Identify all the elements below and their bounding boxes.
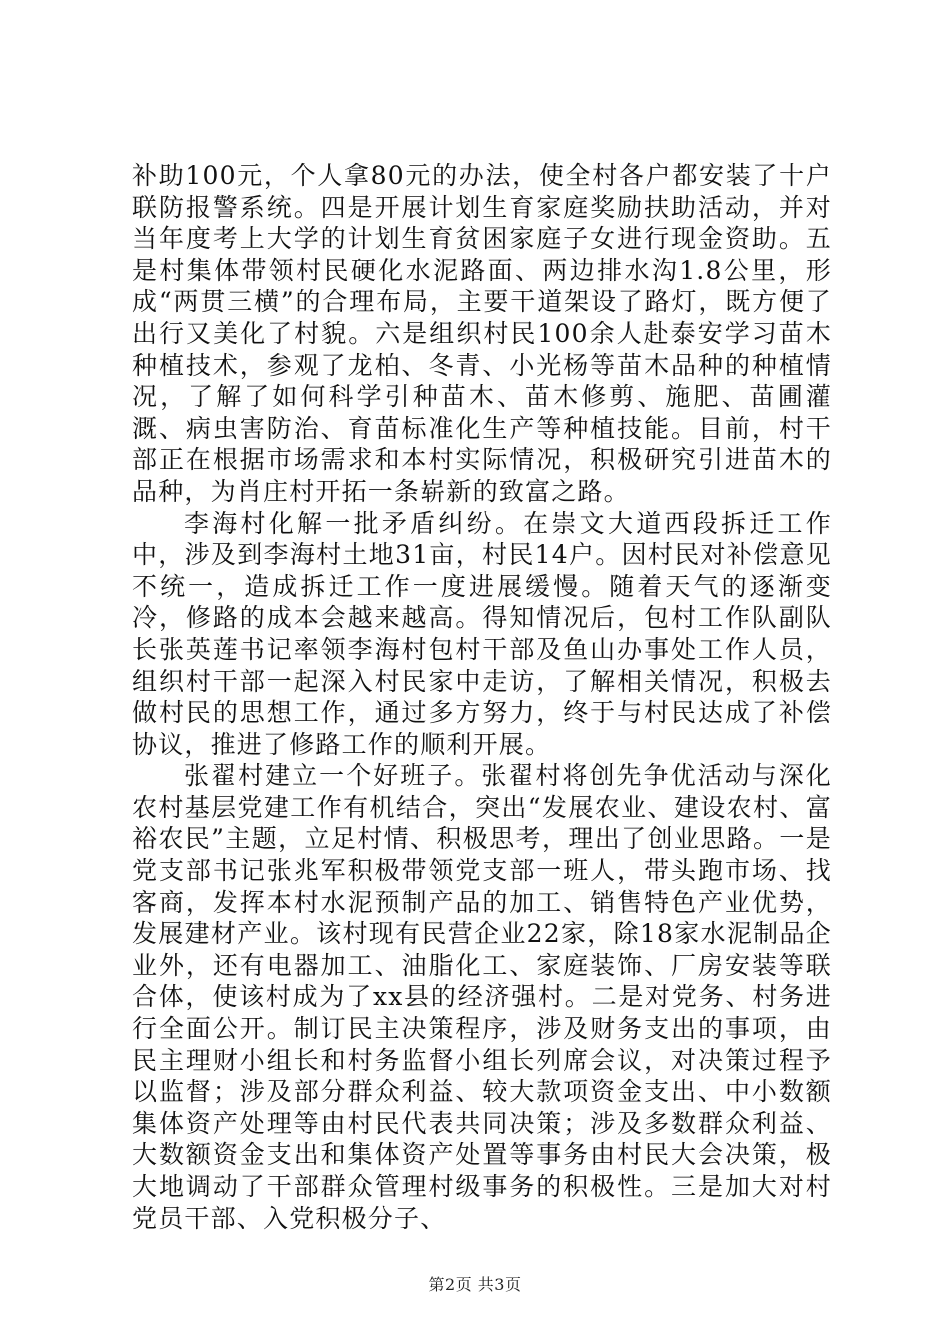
paragraph-continuation: 补助100元，个人拿80元的办法，使全村各户都安装了十户联防报警系统。四是开展计划生育家庭奖励扶助活动，并对当年度考上大学的计划生育贫困家庭子女进行现金资助。五是村集体带领村民硬化水泥路面、两边排水沟1.8公里，形成“两贯三横”的合理布局，主要干道架设了路灯，既方便了出行又美化了村貌。六是组织村民100余人赴泰安学习苗木种植技术，参观了龙柏、冬青、小光杨等苗木品种的种植情况，了解了如何科学引种苗木、苗木修剪、施肥、苗圃灌溉、病虫害防治、育苗标准化生产等种植技能。目前，村干部正在根据市场需求和本村实际情况，积极研究引进苗木的品种，为肖庄村开拓一条崭新的致富之路。 bbox=[132, 161, 832, 506]
paragraph-zhangzhai-village: 张翟村建立一个好班子。张翟村将创先争优活动与深化农村基层党建工作有机结合，突出“发展农业、建设农村、富裕农民”主题，立足村情、积极思考，理出了创业思路。一是党支部书记张兆军积极带领党支部一班人，带头跑市场、找客商，发挥本村水泥预制产品的加工、销售特色产业优势，发展建材产业。该村现有民营企业22家，除18家水泥制品企业外，还有电器加工、油脂化工、家庭装饰、厂房安装等联合体，使该村成为了xx县的经济强村。二是对党务、村务进行全面公开。制订民主决策程序，涉及财务支出的事项，由民主理财小组长和村务监督小组长列席会议，对决策过程予以监督；涉及部分群众利益、较大款项资金支出、中小数额集体资产处理等由村民代表共同决策；涉及多数群众利益、大数额资金支出和集体资产处置等事务由村民大会决策，极大地调动了干部群众管理村级事务的积极性。三是加大对村党员干部、入党积极分子、 bbox=[132, 761, 832, 1233]
paragraph-lihai-village: 李海村化解一批矛盾纠纷。在崇文大道西段拆迁工作中，涉及到李海村土地31亩，村民14户。因村民对补偿意见不统一，造成拆迁工作一度进展缓慢。随着天气的逐渐变冷，修路的成本会越来越高。得知情况后，包村工作队副队长张英莲书记率领李海村包村干部及鱼山办事处工作人员，组织村干部一起深入村民家中走访，了解相关情况，积极去做村民的思想工作，通过多方努力，终于与村民达成了补偿协议，推进了修路工作的顺利开展。 bbox=[132, 508, 832, 759]
page-number-footer: 第2页 共3页 bbox=[428, 1275, 522, 1294]
document-body bbox=[132, 160, 832, 1234]
